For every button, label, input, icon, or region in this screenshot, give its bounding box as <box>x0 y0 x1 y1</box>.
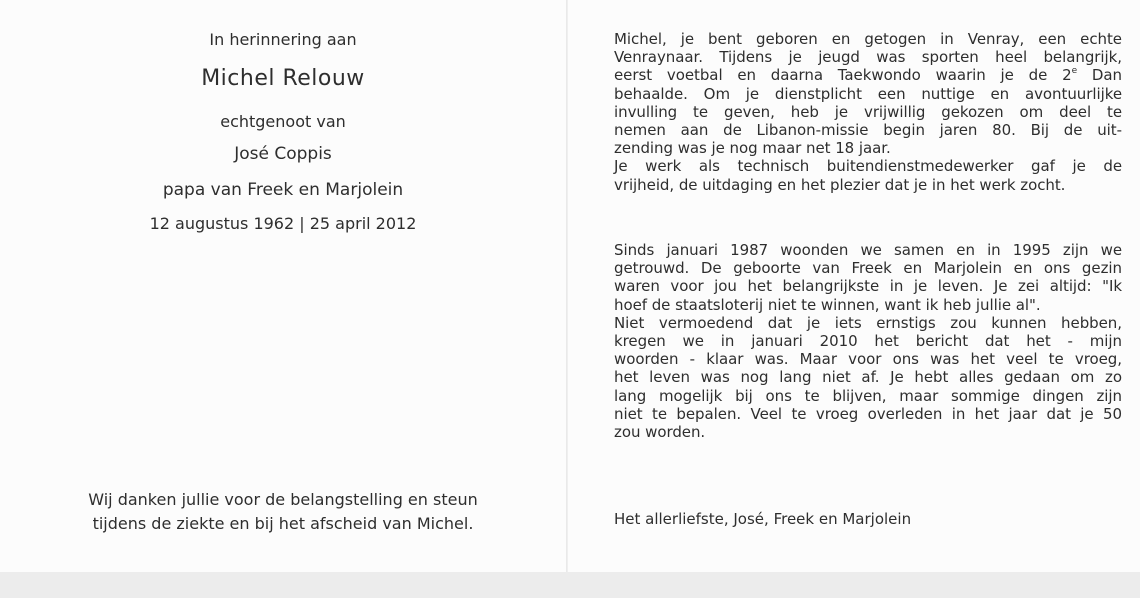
text-line: woorden - klaar was. Maar voor ons was het veel te vroeg, <box>614 350 1122 369</box>
text-line: nemen aan de Libanon-missie begin jaren 80. Bij de uit- <box>614 121 1122 140</box>
text-line: niet te bepalen. Veel te vroeg overleden in het jaar dat je 50 <box>614 404 1122 423</box>
card-fold <box>566 0 568 572</box>
text-line: kregen we in januari 2010 het bericht dat het - mijn <box>614 332 1122 351</box>
text-line: vrijheid, de uitdaging en het plezier dat je in het werk zocht. <box>614 175 1066 194</box>
text-line: getrouwd. De geboorte van Freek en Marjolein en ons gezin <box>614 259 1122 278</box>
life-dates: 12 augustus 1962 | 25 april 2012 <box>149 214 417 233</box>
text-line: het leven was nog lang niet af. Je hebt alles gedaan om zo <box>614 368 1122 387</box>
text-line: Je werk als technisch buitendienstmedewerker gaf je de <box>614 157 1122 176</box>
text-segment: eerst voetbal en daarna Taekwondo waarin je de 2 <box>614 66 1072 85</box>
text-line: invulling te geven, heb je vrijwillig gekozen om deel te <box>614 102 1122 121</box>
text-line <box>614 66 1122 84</box>
left-page <box>0 0 566 572</box>
text-line: hoef de staatsloterij niet te winnen, want ik heb jullie al". <box>614 295 1041 314</box>
text-line: behaalde. Om je dienstplicht een nuttige en avontuurlijke <box>614 84 1122 103</box>
text-line: Niet vermoedend dat je iets ernstigs zou kunnen hebben, <box>614 313 1122 332</box>
text-line: Venraynaar. Tijdens je jeugd was sporten heel belangrijk, <box>614 48 1122 67</box>
superscript: e <box>1071 66 1078 77</box>
text-line: Michel, je bent geboren en getogen in Venray, een echte <box>614 30 1122 48</box>
text-line: zending was je nog maar net 18 jaar. <box>614 139 891 158</box>
children-text: papa van Freek en Marjolein <box>162 180 404 200</box>
text-line: zou worden. <box>614 423 706 442</box>
thanks-line-2: tijdens de ziekte en bij het afscheid van Michel. <box>92 514 474 533</box>
text-line: Sinds januari 1987 woonden we samen en in 1995 zijn we <box>614 241 1122 259</box>
spouse-label: echtgenoot van <box>220 112 346 131</box>
paragraph-life-story <box>614 30 1122 194</box>
spouse-name: José Coppis <box>234 144 332 164</box>
intro-text: In herinnering aan <box>209 30 357 49</box>
text-segment: Dan <box>1077 66 1122 85</box>
text-line: lang mogelijk bij ons te blijven, maar sommige dingen zijn <box>614 386 1122 405</box>
deceased-name: Michel Relouw <box>201 66 365 91</box>
paragraph-family <box>614 241 1122 441</box>
thanks-line-1: Wij danken jullie voor de belangstelling en steun <box>88 490 478 509</box>
background-strip <box>0 572 1140 598</box>
text-line: waren voor jou het belangrijkste in je leven. Je zei altijd: "Ik <box>614 277 1122 296</box>
signoff: Het allerliefste, José, Freek en Marjolein <box>614 510 912 528</box>
